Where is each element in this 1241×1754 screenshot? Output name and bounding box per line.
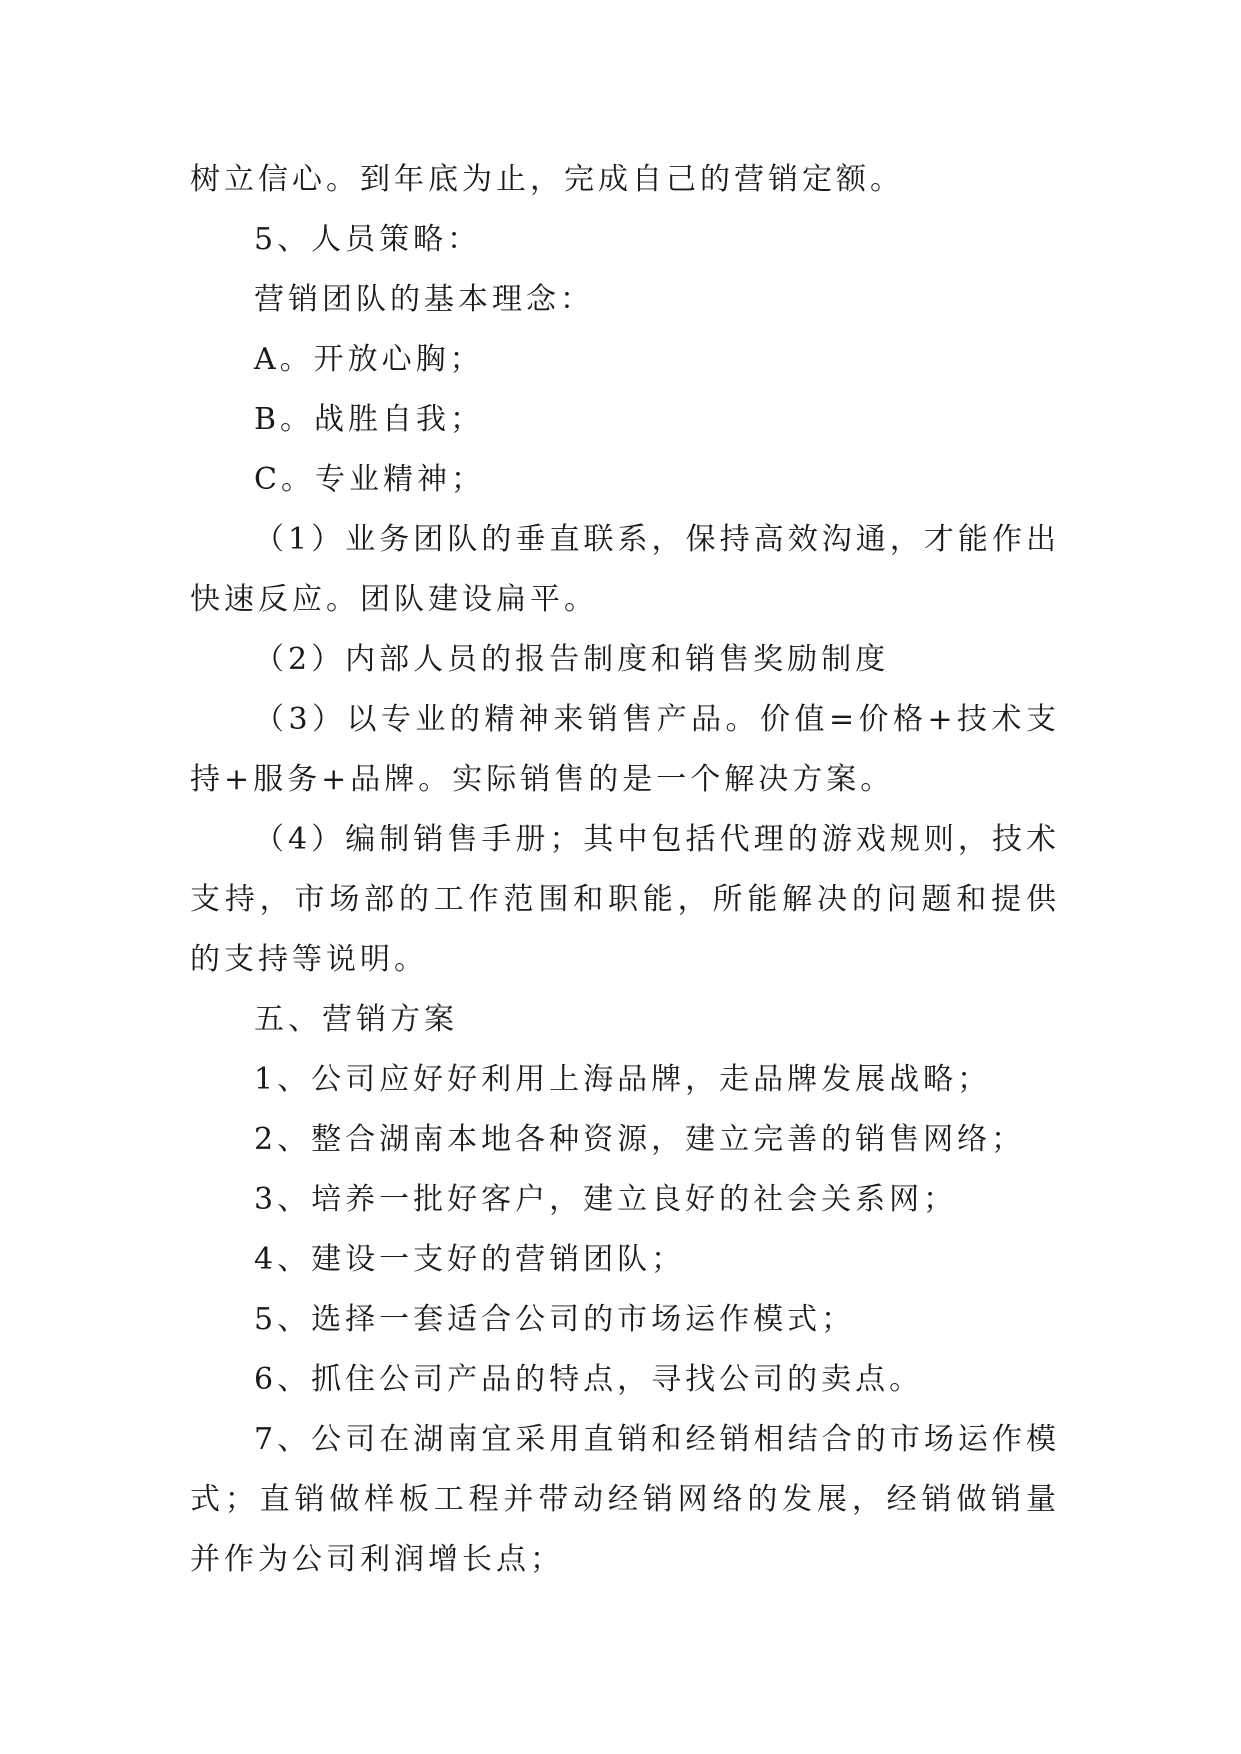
paragraph-16: 6、抓住公司产品的特点，寻找公司的卖点。 (254, 1362, 924, 1397)
paragraph-13: 3、培养一批好客户，建立良好的社会关系网； (254, 1182, 958, 1217)
paragraph-4: B。战胜自我； (254, 402, 485, 437)
paragraph-0: 树立信心。到年底为止，完成自己的营销定额。 (190, 162, 904, 197)
document-body (190, 150, 1060, 1590)
paragraph-3: A。开放心胸； (254, 342, 484, 377)
paragraph-5: C。专业精神； (254, 462, 485, 497)
paragraph-14: 4、建设一支好的营销团队； (254, 1242, 686, 1277)
section-heading: 五、营销方案 (254, 1002, 458, 1037)
paragraph-7: （2）内部人员的报告制度和销售奖励制度 (254, 642, 890, 677)
paragraph-6: （1）业务团队的垂直联系，保持高效沟通，才能作出快速反应。团队建设扁平。 (190, 522, 1060, 617)
paragraph-12: 2、整合湖南本地各种资源，建立完善的销售网络； (254, 1122, 1026, 1157)
paragraph-15: 5、选择一套适合公司的市场运作模式； (254, 1302, 856, 1337)
paragraph-8: （3）以专业的精神来销售产品。价值=价格+技术支持+服务+品牌。实际销售的是一个解决方案。 (190, 702, 1060, 797)
paragraph-11: 1、公司应好好利用上海品牌，走品牌发展战略； (254, 1062, 992, 1097)
paragraph-2: 营销团队的基本理念： (254, 282, 594, 317)
paragraph-17: 7、公司在湖南宜采用直销和经销相结合的市场运作模式；直销做样板工程并带动经销网络的发展，经销做销量并作为公司利润增长点； (190, 1422, 1060, 1577)
paragraph-1: 5、人员策略： (254, 222, 482, 257)
paragraph-9: （4）编制销售手册；其中包括代理的游戏规则，技术支持，市场部的工作范围和职能，所能解决的问题和提供的支持等说明。 (190, 822, 1060, 977)
